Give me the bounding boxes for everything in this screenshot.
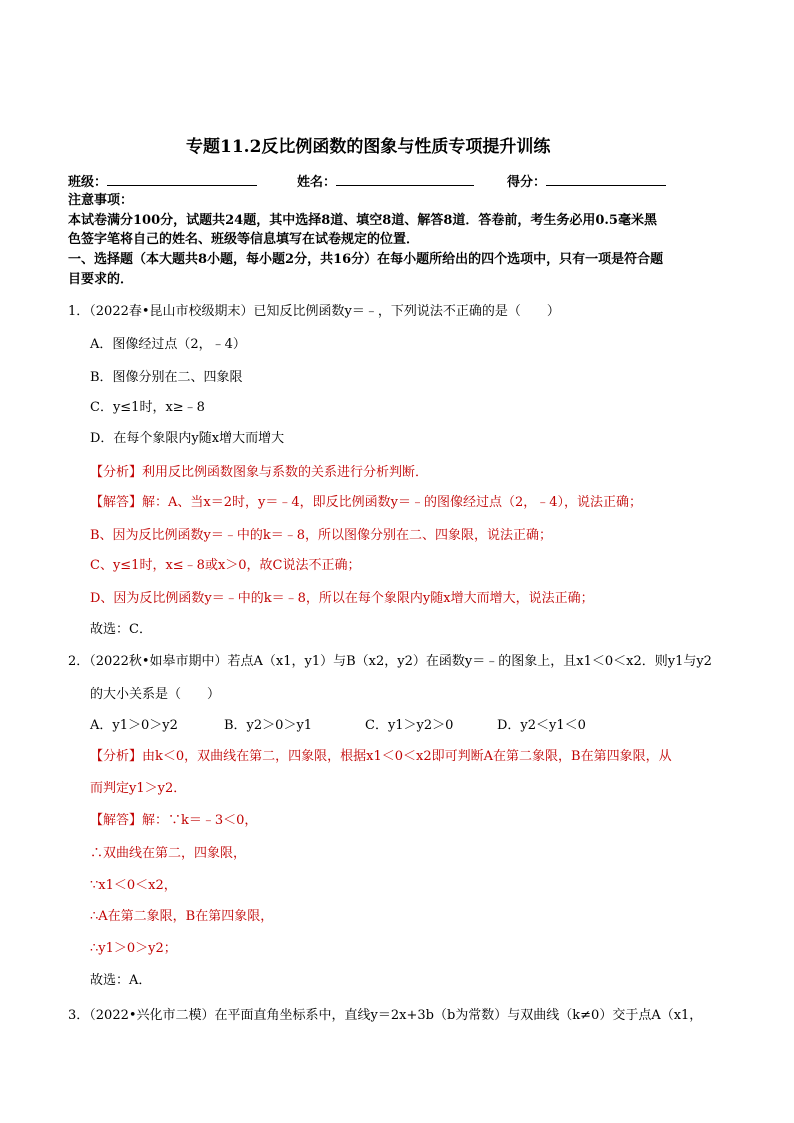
class-label: 班级： bbox=[68, 175, 108, 190]
q2-solution-4: ∴A在第二象限，B在第四象限， bbox=[90, 909, 274, 924]
q2-stem-line-1: 2．（2022秋•如皋市期中）若点A（x1，y1）与B（x2，y2）在函数y＝﹣的图象上，且x1＜0＜x2．则y1与y2 bbox=[68, 654, 712, 669]
score-label: 得分： bbox=[507, 175, 547, 190]
q3-stem: 3．（2022•兴化市二模）在平面直角坐标系中，直线y＝2x+3b（b为常数）与双曲线（k≠0）交于点A（x1， bbox=[68, 1008, 703, 1023]
section-heading-line-1: 一、选择题（本大题共8小题，每小题2分，共16分）在每小题所给出的四个选项中，只有一项是符合题 bbox=[68, 252, 664, 267]
q2-solution-2: ∴双曲线在第二，四象限， bbox=[90, 846, 247, 861]
q1-option-c: C．y≤1时，x≥﹣8 bbox=[90, 400, 205, 415]
page-title: 专题11.2反比例函数的图象与性质专项提升训练 bbox=[186, 137, 551, 157]
q1-option-b: B．图像分别在二、四象限 bbox=[90, 370, 243, 385]
q2-option-c: C．y1＞y2＞0 bbox=[365, 718, 454, 733]
q1-answer: 故选：C． bbox=[90, 622, 152, 637]
q1-solution-4: D、因为反比例函数y＝﹣中的k＝﹣8，所以在每个象限内y随x增大而增大，说法正确； bbox=[90, 591, 594, 606]
q2-option-b: B．y2＞0＞y1 bbox=[224, 718, 313, 733]
score-field bbox=[507, 171, 666, 193]
notice-title: 注意事项： bbox=[68, 193, 134, 208]
q2-analysis-line-2: 而判定y1＞y2． bbox=[90, 781, 187, 796]
q2-solution-5: ∴y1＞0＞y2； bbox=[90, 941, 177, 956]
q1-solution-2: B、因为反比例函数y＝﹣中的k＝﹣8，所以图像分别在二、四象限，说法正确； bbox=[90, 528, 553, 543]
q1-analysis: 【分析】利用反比例函数图象与系数的关系进行分析判断． bbox=[90, 465, 429, 480]
name-label: 姓名： bbox=[297, 175, 337, 190]
notice-line-2: 色签字笔将自己的姓名、班级等信息填写在试卷规定的位置． bbox=[68, 232, 420, 247]
q2-answer: 故选：A． bbox=[90, 973, 152, 988]
q2-solution-3: ∵x1＜0＜x2， bbox=[90, 878, 177, 893]
q1-option-d: D．在每个象限内y随x增大而增大 bbox=[90, 431, 285, 446]
q2-analysis-line-1: 【分析】由k＜0，双曲线在第二，四象限，根据x1＜0＜x2即可判断A在第二象限，B在第四象限，从 bbox=[90, 749, 672, 764]
name-blank bbox=[336, 171, 474, 186]
q1-option-a: A．图像经过点（2，﹣4） bbox=[90, 337, 246, 352]
q1-solution-1: 【解答】解：A、当x＝2时，y＝﹣4，即反比例函数y＝﹣的图像经过点（2，﹣4），说法正确； bbox=[90, 495, 642, 510]
score-blank bbox=[546, 171, 666, 186]
q2-solution-1: 【解答】解：∵k＝﹣3＜0， bbox=[90, 813, 258, 828]
section-heading-line-2: 目要求的． bbox=[68, 272, 134, 287]
q1-solution-3: C、y≤1时，x≤﹣8或x＞0，故C说法不正确； bbox=[90, 558, 361, 573]
notice-line-1: 本试卷满分100分，试题共24题，其中选择8道、填空8道、解答8道．答卷前，考生务必用0.5毫米黑 bbox=[68, 213, 657, 228]
name-field bbox=[297, 171, 474, 193]
class-field bbox=[68, 171, 257, 193]
q1-stem: 1．（2022春•昆山市校级期末）已知反比例函数y＝﹣，下列说法不正确的是（ ） bbox=[68, 304, 560, 319]
q2-stem-line-2: 的大小关系是（ ） bbox=[90, 687, 221, 702]
q2-option-a: A．y1＞0＞y2 bbox=[90, 718, 178, 733]
q2-option-d: D．y2＜y1＜0 bbox=[497, 718, 586, 733]
class-blank bbox=[107, 171, 257, 186]
